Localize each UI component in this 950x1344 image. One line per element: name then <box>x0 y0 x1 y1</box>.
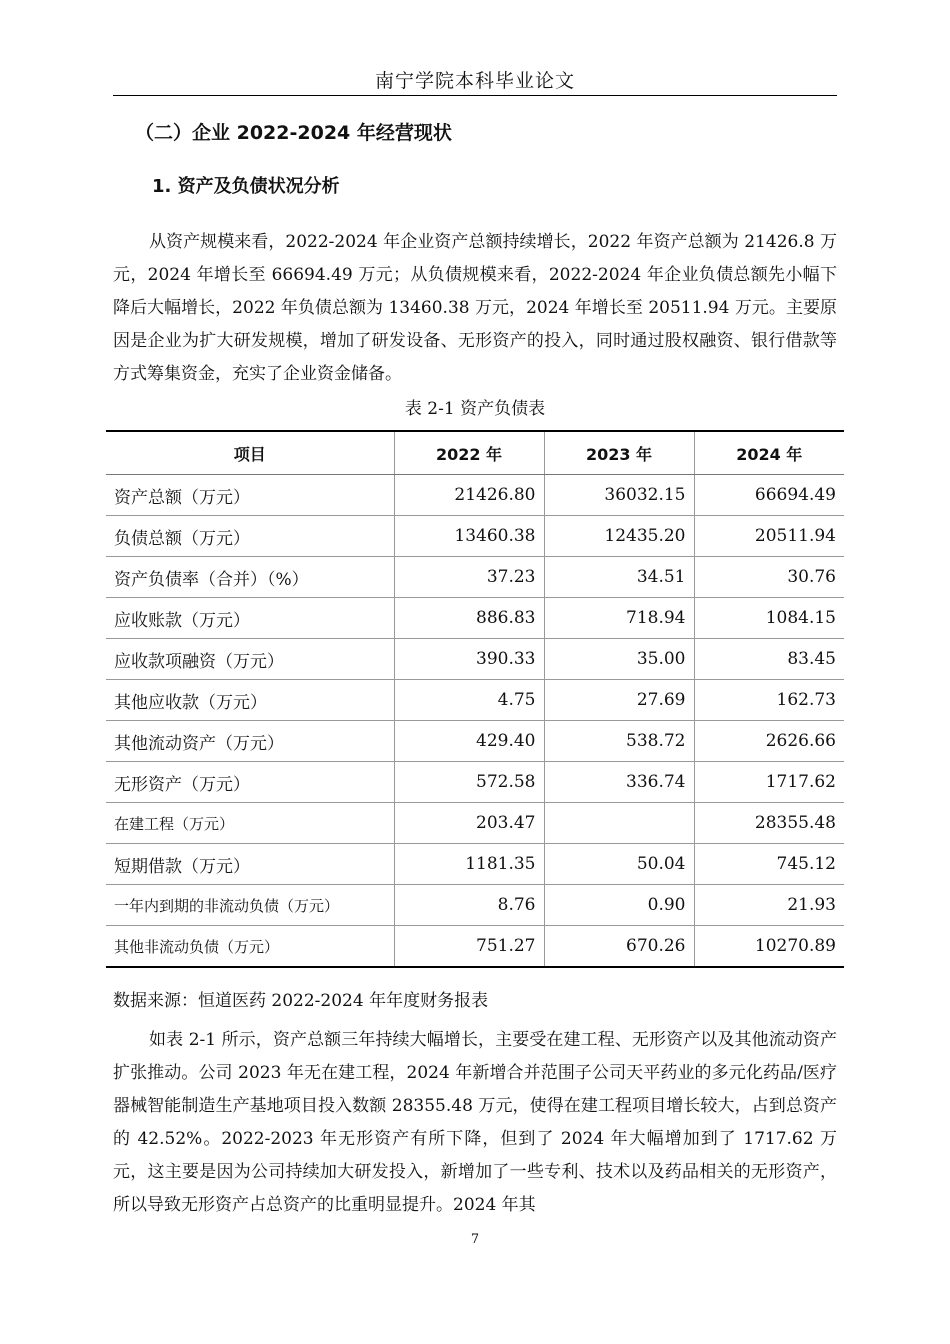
cell-value: 670.26 <box>544 926 694 968</box>
cell-value: 429.40 <box>394 721 544 762</box>
row-label: 其他流动资产（万元） <box>106 721 394 762</box>
table-row <box>106 721 844 762</box>
cell-value: 4.75 <box>394 680 544 721</box>
cell-value: 66694.49 <box>694 475 844 516</box>
cell-value: 203.47 <box>394 803 544 844</box>
row-label: 资产总额（万元） <box>106 475 394 516</box>
cell-value: 718.94 <box>544 598 694 639</box>
data-source-note: 数据来源：恒道医药 2022-2024 年年度财务报表 <box>113 991 489 1011</box>
row-label: 应收账款（万元） <box>106 598 394 639</box>
cell-value: 0.90 <box>544 885 694 926</box>
table-row <box>106 926 844 968</box>
header-2024: 2024 年 <box>694 431 844 475</box>
cell-value: 12435.20 <box>544 516 694 557</box>
row-label: 无形资产（万元） <box>106 762 394 803</box>
cell-value: 83.45 <box>694 639 844 680</box>
cell-value: 745.12 <box>694 844 844 885</box>
paragraph-assets-liabilities: 从资产规模来看，2022-2024 年企业资产总额持续增长，2022 年资产总额为 21426.8 万元，2024 年增长至 66694.49 万元；从负债规模来看，2022-2024 年企业负债总额先小幅下降后大幅增长，2022 年负债总额为 13460.38 万元，2024 年增长至 20511.94 万元。主要原因是企业为扩大研发规模，增加了研发设备、无形资产的投入，同时通过股权融资、银行借款等方式筹集资金，充实了企业资金储备。 <box>113 232 837 384</box>
cell-value: 1084.15 <box>694 598 844 639</box>
cell-value: 751.27 <box>394 926 544 968</box>
cell-value <box>544 803 694 844</box>
table-header-row <box>106 431 844 475</box>
subsection-heading: 1. 资产及负债状况分析 <box>152 176 340 197</box>
page-number: 7 <box>470 1232 480 1247</box>
cell-value: 34.51 <box>544 557 694 598</box>
cell-value: 162.73 <box>694 680 844 721</box>
header-2022: 2022 年 <box>394 431 544 475</box>
table-row <box>106 762 844 803</box>
table-row <box>106 557 844 598</box>
cell-value: 390.33 <box>394 639 544 680</box>
table-row <box>106 639 844 680</box>
cell-value: 538.72 <box>544 721 694 762</box>
table-row <box>106 598 844 639</box>
row-label: 负债总额（万元） <box>106 516 394 557</box>
row-label: 短期借款（万元） <box>106 844 394 885</box>
table-caption: 表 2-1 资产负债表 <box>404 399 546 419</box>
cell-value: 35.00 <box>544 639 694 680</box>
cell-value: 886.83 <box>394 598 544 639</box>
cell-value: 28355.48 <box>694 803 844 844</box>
cell-value: 37.23 <box>394 557 544 598</box>
cell-value: 13460.38 <box>394 516 544 557</box>
row-label: 其他非流动负债（万元） <box>106 926 394 968</box>
cell-value: 10270.89 <box>694 926 844 968</box>
cell-value: 1717.62 <box>694 762 844 803</box>
cell-value: 8.76 <box>394 885 544 926</box>
running-header: 南宁学院本科毕业论文 <box>374 70 575 92</box>
cell-value: 20511.94 <box>694 516 844 557</box>
table-row <box>106 516 844 557</box>
cell-value: 572.58 <box>394 762 544 803</box>
table-row <box>106 680 844 721</box>
cell-value: 1181.35 <box>394 844 544 885</box>
section-heading: （二）企业 2022-2024 年经营现状 <box>135 122 452 144</box>
cell-value: 21.93 <box>694 885 844 926</box>
cell-value: 21426.80 <box>394 475 544 516</box>
row-label: 一年内到期的非流动负债（万元） <box>106 885 394 926</box>
row-label: 其他应收款（万元） <box>106 680 394 721</box>
row-label: 在建工程（万元） <box>106 803 394 844</box>
row-label: 资产负债率（合并）（%） <box>106 557 394 598</box>
table-row <box>106 475 844 516</box>
paragraph-analysis: 如表 2-1 所示，资产总额三年持续大幅增长，主要受在建工程、无形资产以及其他流动资产扩张推动。公司 2023 年无在建工程，2024 年新增合并范围子公司天平药业的多元化药品/医疗器械智能制造生产基地项目投入数额 28355.48 万元，使得在建工程项目增长较大，占到总资产的 42.52%。2022-2023 年无形资产有所下降，但到了 2024 年大幅增加到了 1717.62 万元，这主要是因为公司持续加大研发投入，新增加了一些专利、技术以及药品相关的无形资产，所以导致无形资产占总资产的比重明显提升。2024 年其 <box>113 1030 837 1215</box>
cell-value: 2626.66 <box>694 721 844 762</box>
table-row <box>106 803 844 844</box>
table-row <box>106 885 844 926</box>
header-rule <box>113 95 837 96</box>
balance-sheet-table <box>106 430 844 968</box>
cell-value: 30.76 <box>694 557 844 598</box>
table-row <box>106 844 844 885</box>
cell-value: 36032.15 <box>544 475 694 516</box>
header-item: 项目 <box>106 431 394 475</box>
header-2023: 2023 年 <box>544 431 694 475</box>
cell-value: 27.69 <box>544 680 694 721</box>
cell-value: 50.04 <box>544 844 694 885</box>
row-label: 应收款项融资（万元） <box>106 639 394 680</box>
cell-value: 336.74 <box>544 762 694 803</box>
